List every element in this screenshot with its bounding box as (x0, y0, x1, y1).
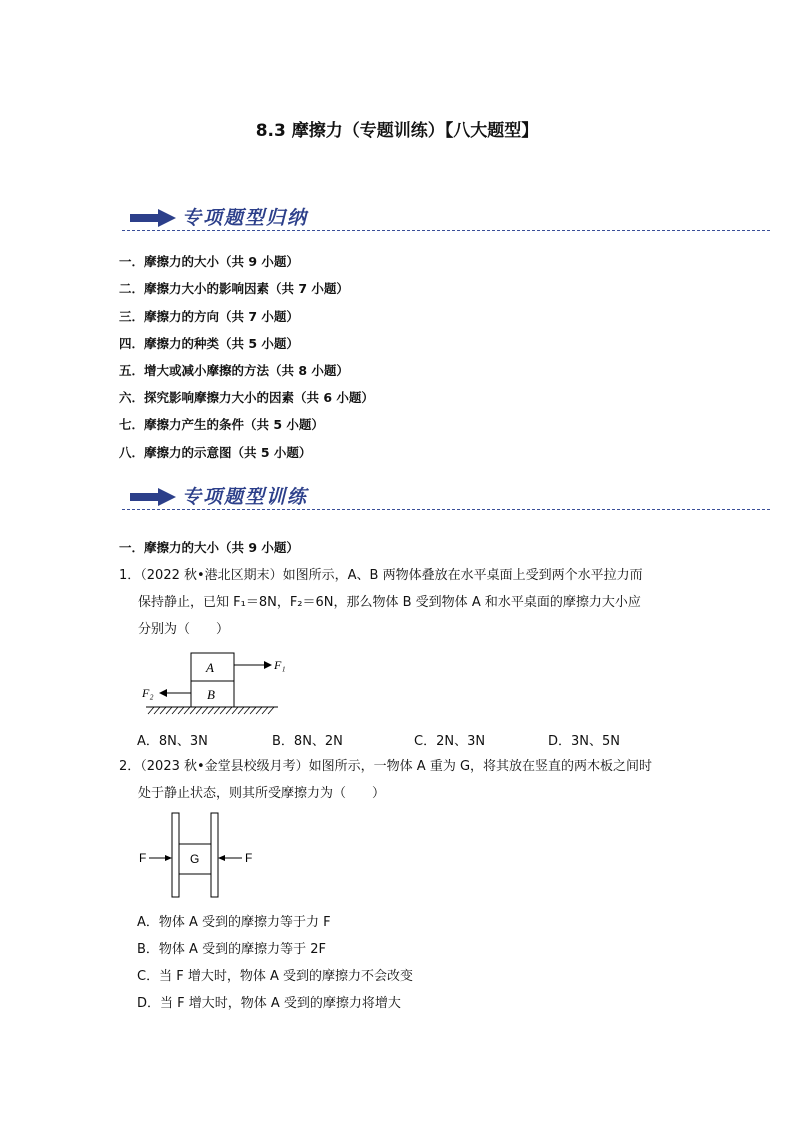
toc-item: 三．摩擦力的方向（共 7 小题） (119, 309, 299, 324)
label-g: G (190, 852, 200, 866)
question-1-text: 1．（2022 秋•港北区期末）如图所示，A、B 两物体叠放在水平桌面上受到两个水平拉力而 (119, 568, 643, 583)
option-b: B．物体 A 受到的摩擦力等于 2F (137, 942, 326, 957)
toc-item: 五．增大或减小摩擦的方法（共 8 小题） (119, 363, 349, 378)
section-banner-summary (130, 203, 770, 233)
section-heading: 一．摩擦力的大小（共 9 小题） (119, 540, 299, 555)
banner-title: 专项题型训练 (182, 486, 309, 508)
question-2-figure (135, 810, 265, 904)
question-2-text: 2．（2023 秋•金堂县校级月考）如图所示，一物体 A 重为 G，将其放在竖直的两木板之间时 (119, 759, 653, 774)
banner-divider (122, 230, 770, 231)
label-f-left: F (139, 851, 147, 865)
question-1-text: 保持静止，已知 F₁＝8N，F₂＝6N，那么物体 B 受到物体 A 和水平桌面的摩擦力大小应 (138, 595, 641, 610)
question-1-text: 分别为（ ） (138, 622, 230, 637)
label-f1: F₁ (274, 658, 286, 672)
arrow-right-icon (130, 488, 176, 506)
option-d: D．3N、5N (548, 734, 621, 749)
option-a: A．物体 A 受到的摩擦力等于力 F (137, 915, 331, 930)
question-2-text: 处于静止状态，则其所受摩擦力为（ ） (138, 786, 386, 801)
toc-item: 六．探究影响摩擦力大小的因素（共 6 小题） (119, 390, 374, 405)
option-a: A．8N、3N (137, 734, 208, 749)
banner-title: 专项题型归纳 (182, 207, 309, 229)
label-f-right: F (245, 851, 253, 865)
option-b: B．8N、2N (272, 734, 343, 749)
option-c: C．2N、3N (414, 734, 486, 749)
label-a: A (206, 660, 214, 675)
question-1-figure (140, 648, 310, 720)
toc-item: 七．摩擦力产生的条件（共 5 小题） (119, 417, 324, 432)
arrow-right-icon (130, 209, 176, 227)
ground-hatch (148, 707, 274, 714)
toc-item: 四．摩擦力的种类（共 5 小题） (119, 336, 299, 351)
toc-item: 八．摩擦力的示意图（共 5 小题） (119, 445, 312, 460)
banner-divider (122, 509, 770, 510)
right-board (211, 813, 218, 897)
page-title: 8.3 摩擦力（专题训练）【八大题型】 (255, 121, 539, 141)
label-f2: F₂ (142, 686, 154, 700)
toc-item: 二．摩擦力大小的影响因素（共 7 小题） (119, 281, 349, 296)
option-c: C．当 F 增大时，物体 A 受到的摩擦力不会改变 (137, 969, 413, 984)
label-b: B (207, 687, 215, 702)
option-d: D．当 F 增大时，物体 A 受到的摩擦力将增大 (137, 996, 401, 1011)
left-board (172, 813, 179, 897)
section-banner-training (130, 482, 770, 512)
toc-item: 一．摩擦力的大小（共 9 小题） (119, 254, 299, 269)
